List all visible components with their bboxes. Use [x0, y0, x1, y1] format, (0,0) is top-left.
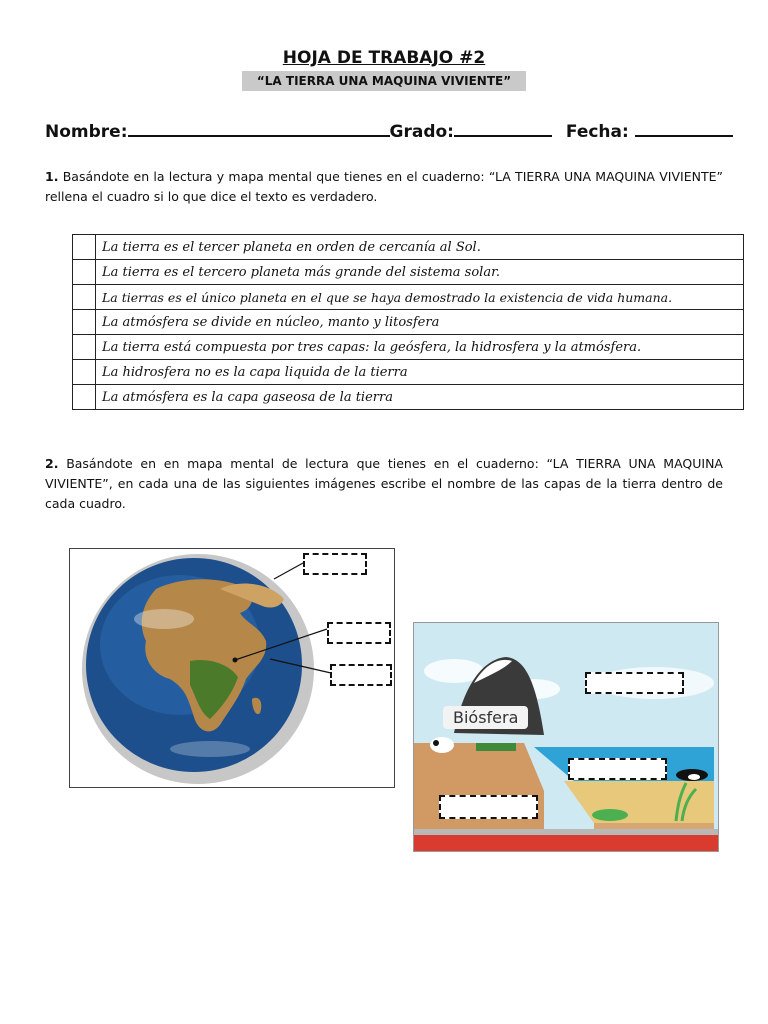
section-2-number: 2.	[45, 456, 59, 471]
statement-text: La hidrosfera no es la capa liquida de la tierra	[96, 360, 744, 385]
statement-text: La atmósfera se divide en núcleo, manto y litosfera	[96, 310, 744, 335]
table-row	[73, 385, 744, 410]
table-row	[73, 285, 744, 310]
check-box[interactable]	[73, 310, 96, 335]
globe-layer-answer-box-1[interactable]	[303, 553, 367, 575]
true-false-table	[72, 234, 744, 410]
statement-text: La tierras es el único planeta en el que se haya demostrado la existencia de vida humana.	[96, 285, 744, 310]
globe-layer-answer-box-2[interactable]	[327, 622, 391, 644]
section-1-number: 1.	[45, 169, 59, 184]
table-row	[73, 235, 744, 260]
landscape-answer-box-3[interactable]	[439, 795, 538, 819]
statement-text: La atmósfera es la capa gaseosa de la tierra	[96, 385, 744, 410]
section-1-text: Basándote en la lectura y mapa mental que tienes en el cuaderno: “LA TIERRA UNA MAQUINA VIVIENTE” rellena el cuadro si lo que dice el texto es verdadero.	[45, 169, 723, 204]
biosphere-label: Biósfera	[443, 706, 528, 729]
table-row	[73, 335, 744, 360]
table-row	[73, 260, 744, 285]
statement-text: La tierra es el tercero planeta más grande del sistema solar.	[96, 260, 744, 285]
date-blank[interactable]	[635, 120, 733, 137]
section-2-instructions	[45, 454, 723, 514]
landscape-answer-box-2[interactable]	[568, 758, 667, 780]
globe-layer-answer-box-3[interactable]	[330, 664, 392, 686]
grade-label: Grado:	[389, 122, 454, 142]
date-label: Fecha:	[565, 122, 629, 142]
check-box[interactable]	[73, 335, 96, 360]
student-info-row	[45, 120, 725, 142]
landscape-answer-box-1[interactable]	[585, 672, 684, 694]
grade-blank[interactable]	[454, 120, 552, 137]
name-label: Nombre:	[45, 122, 128, 142]
check-box[interactable]	[73, 285, 96, 310]
check-box[interactable]	[73, 260, 96, 285]
check-box[interactable]	[73, 235, 96, 260]
statement-text: La tierra es el tercer planeta en orden de cercanía al Sol.	[96, 235, 744, 260]
statement-text: La tierra está compuesta por tres capas: la geósfera, la hidrosfera y la atmósfera.	[96, 335, 744, 360]
check-box[interactable]	[73, 360, 96, 385]
check-box[interactable]	[73, 385, 96, 410]
table-row	[73, 360, 744, 385]
worksheet-subtitle: “LA TIERRA UNA MAQUINA VIVIENTE”	[242, 71, 526, 91]
name-blank[interactable]	[128, 120, 390, 137]
section-1-instructions	[45, 167, 723, 207]
section-2-text: Basándote en en mapa mental de lectura que tienes en el cuaderno: “LA TIERRA UNA MAQUINA VIVIENTE”, en cada una de las siguientes imágenes escribe el nombre de las capas de la tierra dentro de cada cuadro.	[45, 456, 723, 511]
worksheet-title: HOJA DE TRABAJO #2	[282, 48, 486, 68]
table-row	[73, 310, 744, 335]
